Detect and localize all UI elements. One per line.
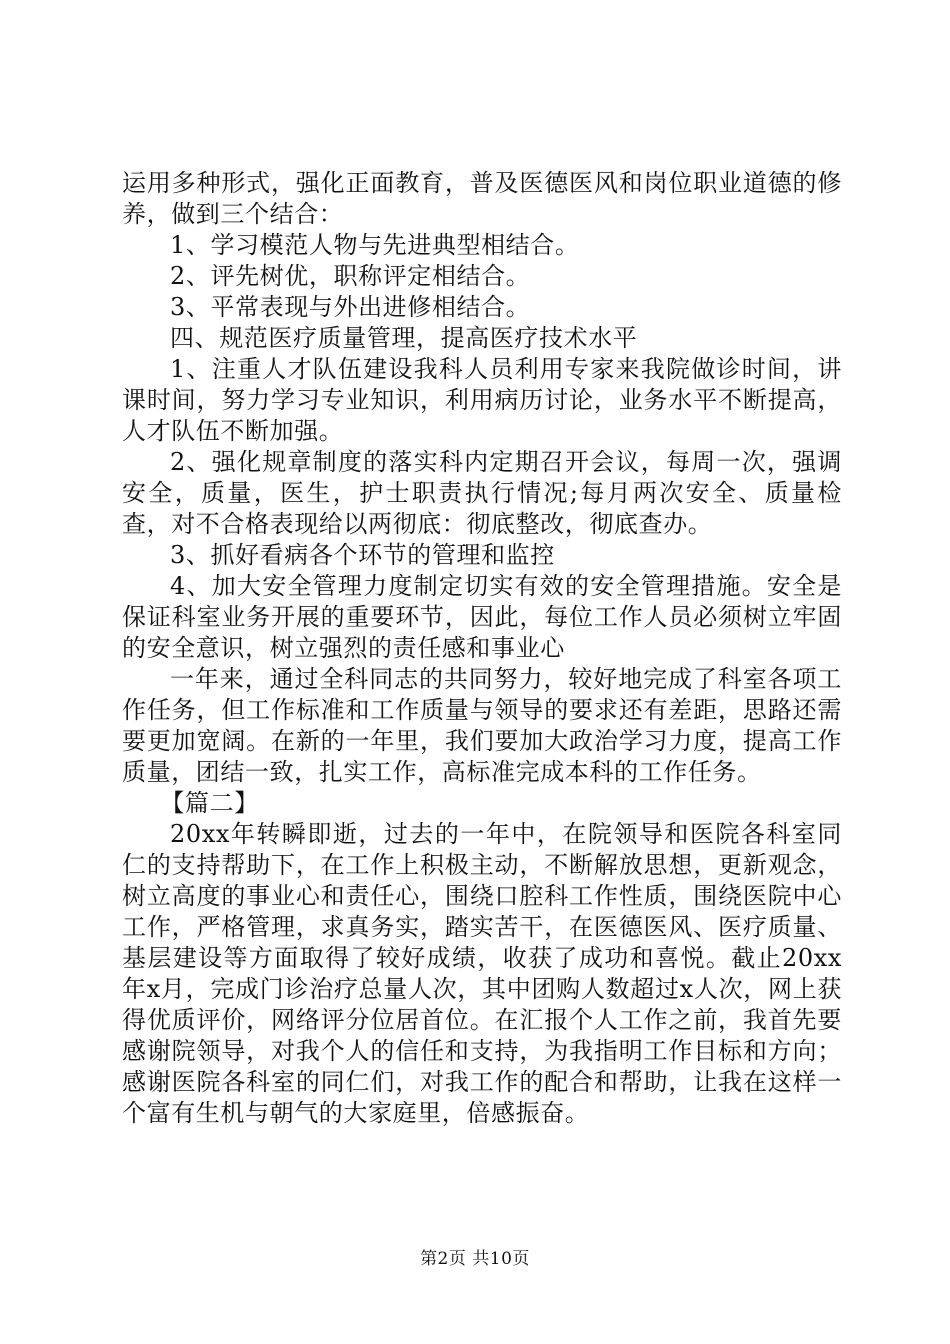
paragraph-safety: 4、加大安全管理力度制定切实有效的安全管理措施。安全是保证科室业务开展的重要环节，因此，每位工作人员必须树立牢固的安全意识，树立强烈的责任感和事业心 — [122, 572, 842, 662]
list-item-3: 3、平常表现与外出进修相结合。 — [170, 293, 531, 321]
section-marker: 【篇二】 — [160, 789, 259, 817]
page-number: 第2页 共10页 — [420, 1249, 530, 1269]
document-body — [122, 168, 842, 1129]
list-item-2: 2、评先树优，职称评定相结合。 — [170, 262, 531, 290]
paragraph-talent: 1、注重人才队伍建设我科人员利用专家来我院做诊时间，讲课时间，努力学习专业知识，利用病历讨论，业务水平不断提高，人才队伍不断加强。 — [122, 355, 842, 445]
paragraph-continuation: 运用多种形式，强化正面教育，普及医德医风和岗位职业道德的修养，做到三个结合： — [122, 169, 842, 228]
section-heading-4: 四、规范医疗质量管理，提高医疗技术水平 — [170, 324, 638, 352]
paragraph-monitoring: 3、抓好看病各个环节的管理和监控 — [170, 541, 555, 569]
paragraph-part-two: 20xx年转瞬即逝，过去的一年中，在院领导和医院各科室同仁的支持帮助下，在工作上积极主动，不断解放思想，更新观念，树立高度的事业心和责任心，围绕口腔科工作性质，围绕医院中心工作，严格管理，求真务实，踏实苦干，在医德医风、医疗质量、基层建设等方面取得了较好成绩，收获了成功和喜悦。截止20xx年x月，完成门诊治疗总量人次，其中团购人数超过x人次，网上获得优质评价，网络评分位居首位。在汇报个人工作之前，我首先要感谢院领导，对我个人的信任和支持，为我指明工作目标和方向；感谢医院各科室的同仁们，对我工作的配合和帮助，让我在这样一个富有生机与朝气的大家庭里，倍感振奋。 — [122, 820, 842, 1127]
paragraph-rules: 2、强化规章制度的落实科内定期召开会议，每周一次，强调安全，质量，医生，护士职责执行情况;每月两次安全、质量检查，对不合格表现给以两彻底：彻底整改，彻底查办。 — [122, 448, 842, 538]
paragraph-summary: 一年来，通过全科同志的共同努力，较好地完成了科室各项工作任务，但工作标准和工作质量与领导的要求还有差距，思路还需要更加宽阔。在新的一年里，我们要加大政治学习力度，提高工作质量，团结一致，扎实工作，高标准完成本科的工作任务。 — [122, 665, 842, 786]
list-item-1: 1、学习模范人物与先进典型相结合。 — [170, 231, 580, 259]
